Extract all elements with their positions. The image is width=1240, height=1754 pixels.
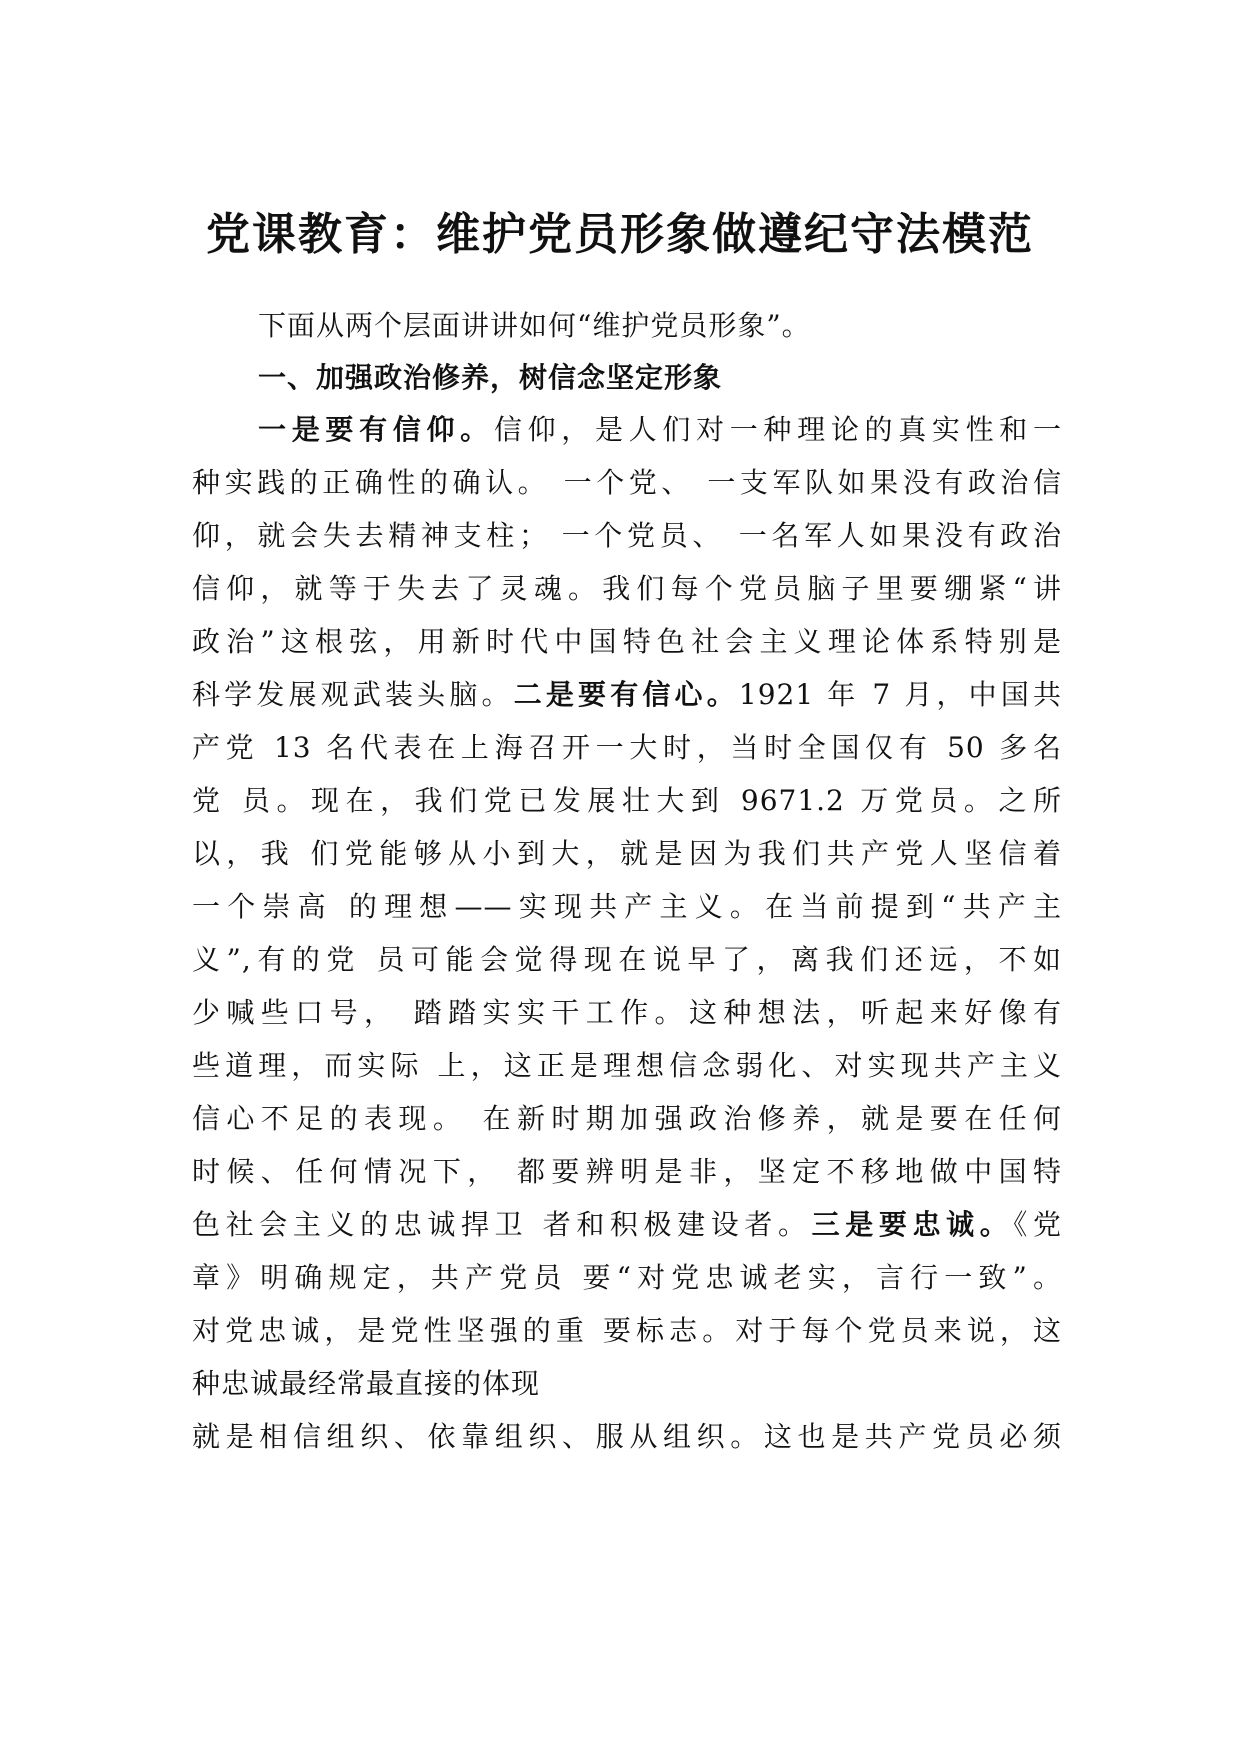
paragraph-line: 仰，就会失去精神支柱； 一个党员、 一名军人如果没有政治 bbox=[192, 519, 1062, 552]
paragraph-line: 色社会主义的忠诚捍卫 者和积极建设者。三是要忠诚。《党 bbox=[192, 1208, 1062, 1241]
bold-point: 一是要有信仰。 bbox=[258, 413, 494, 446]
paragraph-line: 就是相信组织、依靠组织、服从组织。这也是共产党员必须 bbox=[192, 1420, 1062, 1453]
paragraph-line: 信仰，就等于失去了灵魂。我们每个党员脑子里要绷紧“讲 bbox=[192, 572, 1062, 605]
intro-paragraph: 下面从两个层面讲讲如何“维护党员形象”。 bbox=[258, 309, 811, 342]
paragraph-line: 种忠诚最经常最直接的体现 bbox=[192, 1367, 541, 1400]
paragraph-line: 少喊些口号， 踏踏实实干工作。这种想法，听起来好像有 bbox=[192, 996, 1062, 1029]
paragraph-line: 党 员。现在，我们党已发展壮大到 9671.2 万党员。之所 bbox=[192, 784, 1062, 817]
bold-point: 二是要有信心。 bbox=[513, 678, 739, 711]
section-heading: 一、加强政治修养，树信念坚定形象 bbox=[258, 361, 723, 394]
document-title: 党课教育：维护党员形象做遵纪守法模范 bbox=[206, 209, 1034, 260]
paragraph-line: 科学发展观武装头脑。二是要有信心。1921 年 7 月，中国共 bbox=[192, 678, 1062, 711]
paragraph-line: 信心不足的表现。 在新时期加强政治修养，就是要在任何 bbox=[192, 1102, 1062, 1135]
paragraph-line: 章》明确规定，共产党员 要“对党忠诚老实，言行一致”。 bbox=[192, 1261, 1062, 1294]
paragraph-line: 一个崇高 的理想——实现共产主义。在当前提到“共产主 bbox=[192, 890, 1062, 923]
paragraph-line: 些道理，而实际 上，这正是理想信念弱化、对实现共产主义 bbox=[192, 1049, 1062, 1082]
paragraph-line: 以，我 们党能够从小到大，就是因为我们共产党人坚信着 bbox=[192, 837, 1062, 870]
bold-point: 三是要忠诚。 bbox=[811, 1208, 1014, 1241]
paragraph-line: 时候、任何情况下， 都要辨明是非，坚定不移地做中国特 bbox=[192, 1155, 1062, 1188]
paragraph-line: 一是要有信仰。信仰，是人们对一种理论的真实性和一 bbox=[258, 413, 1062, 446]
paragraph-line: 种实践的正确性的确认。 一个党、 一支军队如果没有政治信 bbox=[192, 466, 1062, 499]
paragraph-line: 义”,有的党 员可能会觉得现在说早了，离我们还远，不如 bbox=[192, 943, 1062, 976]
paragraph-line: 对党忠诚，是党性坚强的重 要标志。对于每个党员来说，这 bbox=[192, 1314, 1062, 1347]
paragraph-line: 政治”这根弦，用新时代中国特色社会主义理论体系特别是 bbox=[192, 625, 1062, 658]
paragraph-line: 产党 13 名代表在上海召开一大时，当时全国仅有 50 多名 bbox=[192, 731, 1062, 764]
